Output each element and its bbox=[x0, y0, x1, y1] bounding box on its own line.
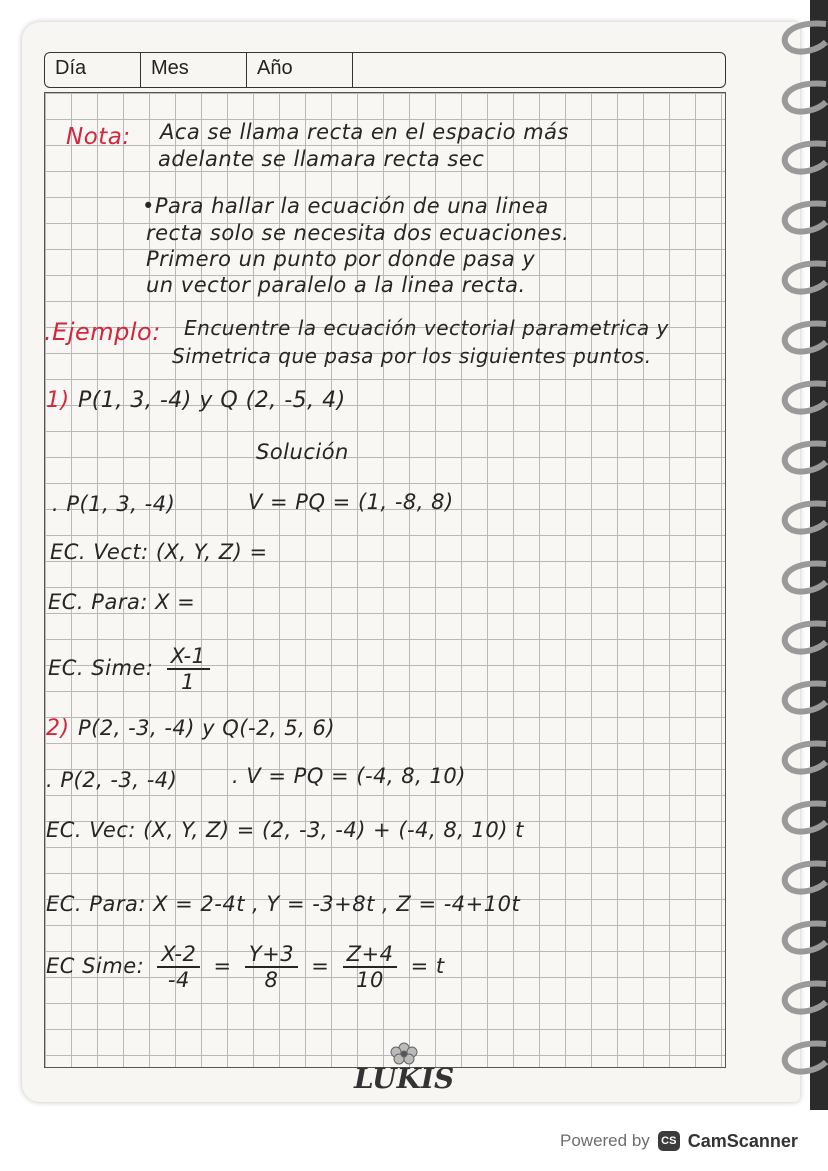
ejemplo-line-2: Simetrica que pasa por los siguientes puntos. bbox=[172, 344, 652, 368]
camscanner-brand: CamScanner bbox=[687, 1130, 798, 1151]
nota-line-2: adelante se llamara recta sec bbox=[158, 147, 485, 171]
month-field: Mes bbox=[141, 53, 247, 87]
camscanner-icon: CS bbox=[658, 1131, 680, 1151]
problem-1-statement: P(1, 3, -4) y Q (2, -5, 4) bbox=[78, 388, 346, 413]
problem-2-statement: P(2, -3, -4) y Q(-2, 5, 6) bbox=[78, 716, 336, 740]
camscanner-footer bbox=[560, 1124, 810, 1158]
equals-sign: = bbox=[213, 954, 232, 978]
powered-by-text: Powered by bbox=[560, 1131, 650, 1150]
fraction-y bbox=[245, 942, 298, 992]
ec-sime-label: EC Sime: bbox=[46, 954, 145, 978]
equals-sign: = bbox=[311, 954, 330, 978]
problem-2-ec-vec: EC. Vec: (X, Y, Z) = (2, -3, -4) + (-4, 8, 10) t bbox=[46, 818, 524, 842]
problem-1-vector: V = PQ = (1, -8, 8) bbox=[248, 490, 454, 514]
problem-2-vector: . V = PQ = (-4, 8, 10) bbox=[232, 764, 466, 788]
problem-2-point: . P(2, -3, -4) bbox=[46, 768, 178, 792]
day-field: Día bbox=[45, 53, 141, 87]
nota-line-1: Aca se llama recta en el espacio más bbox=[160, 120, 569, 144]
fraction-denominator: -4 bbox=[167, 968, 190, 992]
nota-label: Nota: bbox=[66, 124, 131, 150]
fraction-denominator: 10 bbox=[356, 968, 384, 992]
fraction-x bbox=[157, 942, 200, 992]
logo-text: LUKIS bbox=[354, 1062, 455, 1095]
problem-1-point: . P(1, 3, -4) bbox=[52, 492, 176, 516]
solucion-heading: Solución bbox=[256, 440, 349, 464]
bullet-line-3: Primero un punto por donde pasa y bbox=[146, 247, 536, 271]
problem-2-ec-para: EC. Para: X = 2-4t , Y = -3+8t , Z = -4+10t bbox=[46, 892, 521, 916]
bullet-line-4: un vector paralelo a la linea recta. bbox=[146, 273, 526, 297]
ec-sime-label: EC. Sime: bbox=[48, 656, 154, 680]
problem-2-ec-sime bbox=[46, 942, 445, 992]
problem-1-number: 1) bbox=[46, 388, 70, 413]
fraction-denominator: 8 bbox=[264, 968, 279, 992]
lukis-logo bbox=[352, 1040, 455, 1100]
problem-1-ec-para: EC. Para: X = bbox=[48, 590, 196, 614]
fraction-numerator: X-1 bbox=[167, 644, 210, 670]
bullet-line-2: recta solo se necesita dos ecuaciones. bbox=[146, 221, 570, 245]
fraction-numerator: Y+3 bbox=[245, 942, 298, 968]
fraction-z bbox=[343, 942, 398, 992]
fraction-x bbox=[167, 644, 210, 694]
spiral-binding bbox=[766, 0, 828, 1110]
year-field: Año bbox=[247, 53, 353, 87]
fraction-numerator: Z+4 bbox=[343, 942, 398, 968]
fraction-numerator: X-2 bbox=[157, 942, 200, 968]
date-header bbox=[44, 52, 726, 88]
fraction-denominator: 1 bbox=[181, 670, 195, 694]
equals-t: = t bbox=[410, 954, 445, 978]
problem-1-ec-vect: EC. Vect: (X, Y, Z) = bbox=[50, 540, 268, 564]
problem-2-number: 2) bbox=[46, 716, 70, 741]
problem-1-ec-sime bbox=[48, 644, 216, 694]
ejemplo-label: .Ejemplo: bbox=[44, 318, 161, 346]
ejemplo-line-1: Encuentre la ecuación vectorial parametrica y bbox=[184, 316, 669, 340]
bullet-line-1: •Para hallar la ecuación de una linea bbox=[142, 194, 549, 218]
